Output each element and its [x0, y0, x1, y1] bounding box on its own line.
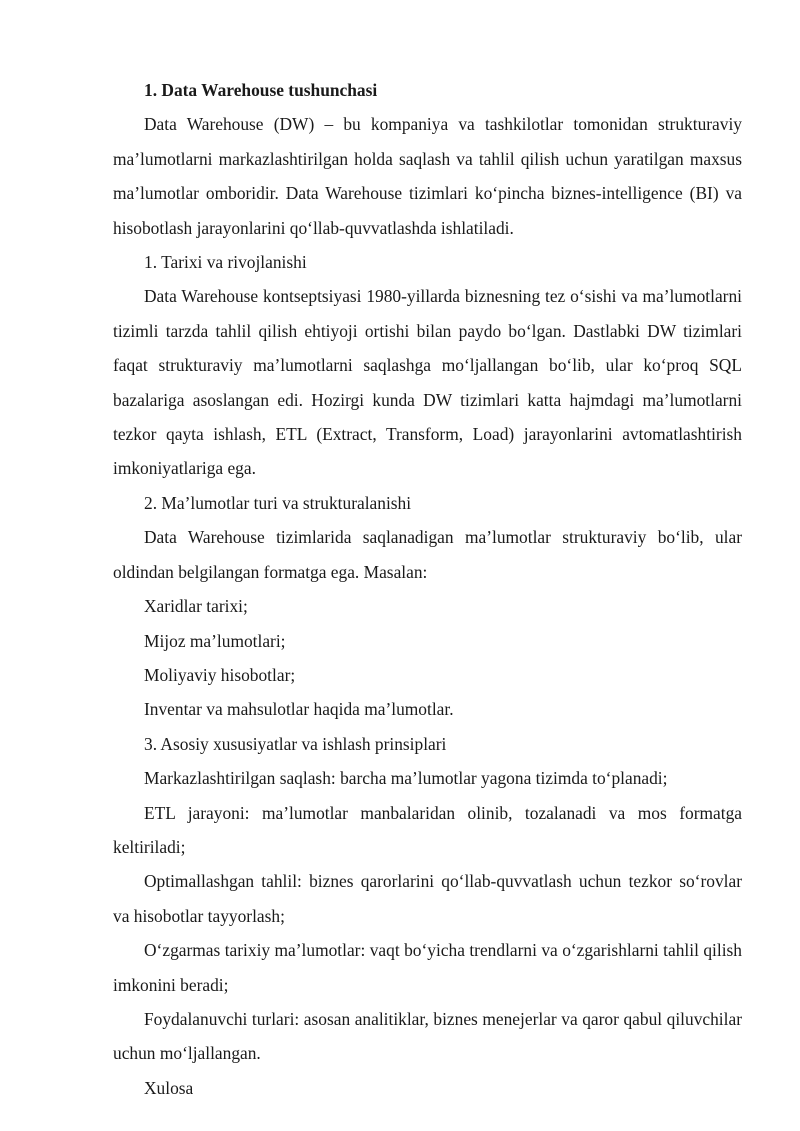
paragraph-definition: Data Warehouse (DW) – bu kompaniya va tashkilotlar tomonidan strukturaviy ma’lumotlarni markazlashtirilgan holda saqlash va tahlil qilish uchun yaratilgan maxsus ma’lumotlar omboridir. Data Warehouse tizimlari ko‘pincha biznes-intelligence (BI) va hisobotlash jarayonlarini qo‘llab-quvvatlashda ishlatiladi.	[113, 114, 742, 238]
subheading-conclusion: Xulosa	[144, 1077, 194, 1098]
paragraph-data-types: Data Warehouse tizimlarida saqlanadigan ma’lumotlar strukturaviy bo‘lib, ular oldindan belgilangan formatga ega. Masalan:	[113, 527, 742, 582]
paragraph-history: Data Warehouse kontseptsiyasi 1980-yillarda biznesning tez o‘sishi va ma’lumotlarni tizimli tarzda tahlil qilish ehtiyoji ortishi bilan paydo bo‘lgan. Dastlabki DW tizimlari faqat strukturaviy ma’lumotlarni saqlashga mo‘ljallangan bo‘lib, ular ko‘proq SQL bazalariga asoslangan edi. Hozirgi kunda DW tizimlari katta hajmdagi ma’lumotlarni tezkor qayta ishlash, ETL (Extract, Transform, Load) jarayonlarini avtomatlashtirish imkoniyatlariga ega.	[113, 286, 742, 479]
list-item: Moliyaviy hisobotlar;	[144, 664, 296, 685]
list-item: Mijoz ma’lumotlari;	[144, 630, 286, 651]
subheading-data-types: 2. Ma’lumotlar turi va strukturalanishi	[144, 492, 412, 513]
list-item: Xaridlar tarixi;	[144, 596, 248, 617]
document-page	[113, 73, 742, 1105]
list-item: Inventar va mahsulotlar haqida ma’lumotlar.	[144, 699, 454, 720]
section-heading: 1. Data Warehouse tushunchasi	[144, 80, 378, 100]
feature-item: Foydalanuvchi turlari: asosan analitiklar, biznes menejerlar va qaror qabul qiluvchilar uchun mo‘ljallangan.	[113, 1008, 742, 1064]
feature-item: O‘zgarmas tarixiy ma’lumotlar: vaqt bo‘yicha trendlarni va o‘zgarishlarni tahlil qilish imkonini beradi;	[113, 940, 742, 995]
feature-item: Markazlashtirilgan saqlash: barcha ma’lumotlar yagona tizimda to‘planadi;	[144, 768, 668, 789]
feature-item: Optimallashgan tahlil: biznes qarorlarini qo‘llab-quvvatlash uchun tezkor so‘rovlar va hisobotlar tayyorlash;	[113, 871, 742, 926]
feature-item: ETL jarayoni: ma’lumotlar manbalaridan olinib, tozalanadi va mos formatga keltiriladi;	[113, 802, 742, 857]
subheading-features: 3. Asosiy xususiyatlar va ishlash prinsiplari	[144, 733, 447, 754]
subheading-history: 1. Tarixi va rivojlanishi	[144, 252, 307, 273]
